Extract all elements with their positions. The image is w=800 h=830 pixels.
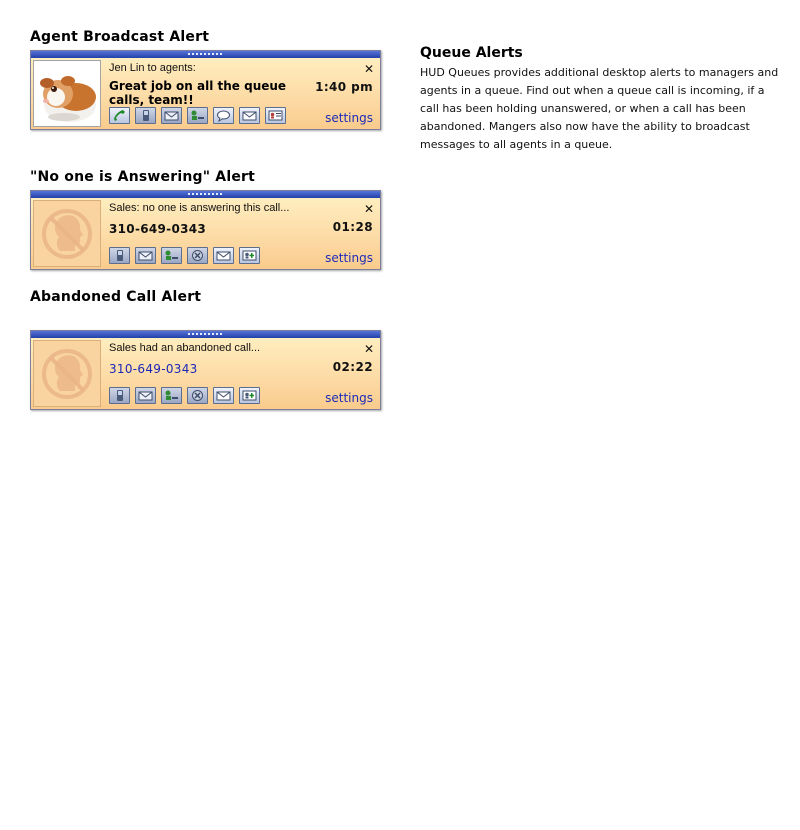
add-contact-button[interactable] [239, 247, 260, 264]
no-photo-icon [34, 341, 100, 406]
voicemail-button[interactable] [135, 387, 156, 404]
envelope-icon [164, 109, 179, 122]
abandoned-timer: 02:22 [332, 360, 373, 374]
caller-number: 310-649-0343 [109, 222, 207, 236]
avatar-placeholder [33, 340, 101, 407]
email-icon [242, 109, 257, 122]
settings-link[interactable]: settings [325, 391, 373, 405]
queue-alerts-description: HUD Queues provides additional desktop alerts to managers and agents in a queue. Find out when a queue call is incoming, if a call has been holding unanswered, or when a call has been abandoned. Mangers also now have the ability to broadcast messages to all agents in a queue. [420, 66, 779, 151]
settings-link[interactable]: settings [325, 251, 373, 265]
mobile-phone-icon [112, 389, 127, 402]
envelope-icon [138, 249, 153, 262]
transfer-icon [164, 249, 179, 262]
popup-drag-handle[interactable] [31, 331, 380, 338]
queue-alerts-title: Queue Alerts [420, 45, 523, 61]
voicemail-button[interactable] [161, 107, 182, 124]
no-answer-alert-heading: "No one is Answering" Alert [30, 169, 256, 185]
close-button[interactable]: ✕ [363, 202, 374, 216]
mobile-button[interactable] [109, 247, 130, 264]
transfer-button[interactable] [161, 387, 182, 404]
settings-link[interactable]: settings [325, 111, 373, 125]
mobile-phone-icon [138, 109, 153, 122]
contact-card-button[interactable] [265, 107, 286, 124]
email-icon [216, 389, 231, 402]
hangup-icon [190, 389, 205, 402]
abandoned-alert-heading: Abandoned Call Alert [30, 289, 202, 305]
mobile-button[interactable] [135, 107, 156, 124]
transfer-button[interactable] [187, 107, 208, 124]
alert-sender: Sales: no one is answering this call... [109, 202, 290, 214]
answer-call-button[interactable] [109, 107, 130, 124]
hangup-icon [190, 249, 205, 262]
add-contact-icon [242, 389, 257, 402]
transfer-button[interactable] [161, 247, 182, 264]
broadcast-alert-heading: Agent Broadcast Alert [30, 29, 210, 45]
transfer-icon [164, 389, 179, 402]
mobile-phone-icon [112, 249, 127, 262]
email-button[interactable] [239, 107, 260, 124]
email-icon [216, 249, 231, 262]
hangup-button[interactable] [187, 247, 208, 264]
abandoned-alert-popup [30, 330, 381, 410]
alert-sender: Sales had an abandoned call... [109, 342, 261, 354]
add-contact-icon [242, 249, 257, 262]
popup-drag-handle[interactable] [31, 51, 380, 58]
hold-timer: 01:28 [332, 220, 373, 234]
hangup-button[interactable] [187, 387, 208, 404]
avatar [33, 60, 101, 127]
email-button[interactable] [213, 387, 234, 404]
chat-button[interactable] [213, 107, 234, 124]
transfer-icon [190, 109, 205, 122]
avatar-placeholder [33, 200, 101, 267]
close-button[interactable]: ✕ [363, 342, 374, 356]
mobile-button[interactable] [109, 387, 130, 404]
broadcast-message: Great job on all the queue calls, team!! [109, 79, 287, 107]
broadcast-alert-popup [30, 50, 381, 130]
close-button[interactable]: ✕ [363, 62, 374, 76]
email-button[interactable] [213, 247, 234, 264]
add-contact-button[interactable] [239, 387, 260, 404]
no-photo-icon [34, 201, 100, 266]
no-answer-alert-popup [30, 190, 381, 270]
alert-sender: Jen Lin to agents: [109, 62, 196, 74]
phone-handset-icon [112, 109, 127, 122]
voicemail-button[interactable] [135, 247, 156, 264]
alert-time: 1:40 pm [315, 80, 373, 94]
contact-card-icon [268, 109, 283, 122]
chat-bubble-icon [216, 109, 231, 122]
caller-number-link[interactable]: 310-649-0343 [109, 362, 198, 376]
envelope-icon [138, 389, 153, 402]
guinea-pig-photo-icon [34, 61, 100, 126]
popup-drag-handle[interactable] [31, 191, 380, 198]
